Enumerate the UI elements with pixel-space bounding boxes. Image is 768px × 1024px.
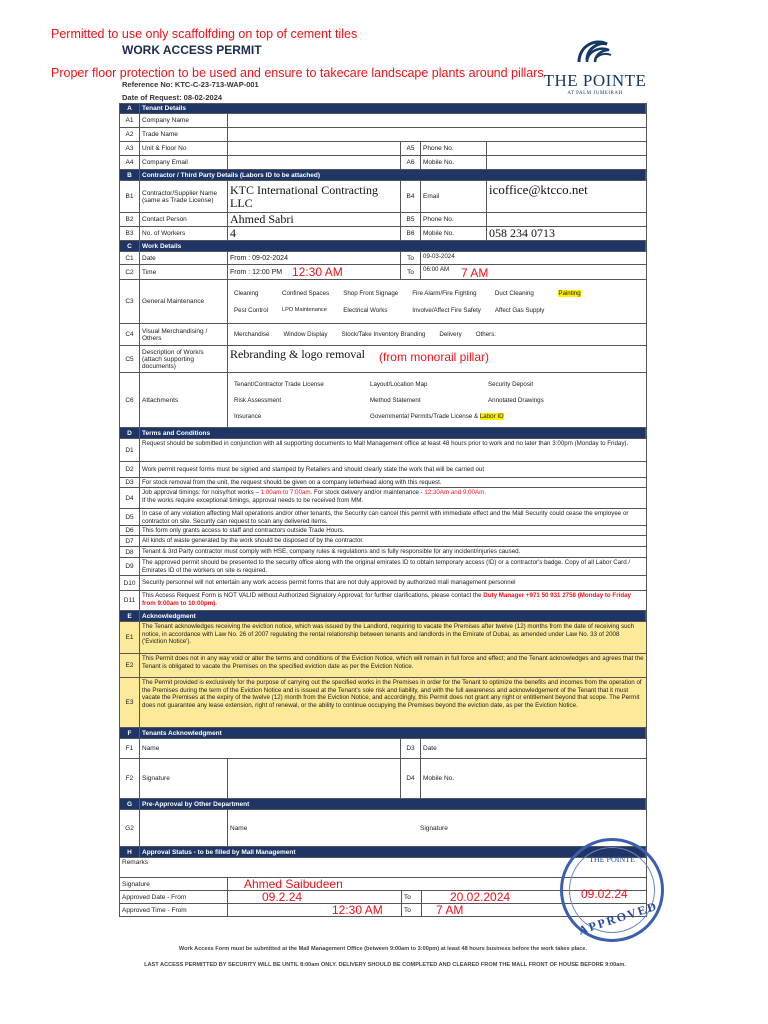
row-b2 [119, 213, 647, 227]
mobile-label: Mobile No. [421, 227, 487, 240]
row-code: C3 [120, 280, 140, 323]
option-lpo-maintenance[interactable]: LPO Maintenance [282, 306, 327, 313]
ack-e3 [119, 678, 647, 728]
general-maintenance-label: General Maintenance [140, 280, 228, 323]
ack-text: This Permit does not in any way void or alter the terms and conditions of the Eviction Notice, which will remain in full force and effect; and the Tenant acknowledges and agrees that the Tenant is obligated to vacate the Premises on the specified eviction date as per the Eviction Notice. [140, 654, 646, 677]
section-c-header [119, 241, 647, 252]
row-code: D3 [401, 739, 421, 758]
row-c4 [119, 324, 647, 346]
term-text: This form only grants access to staff and contractors outside Trade Hours. [142, 527, 345, 534]
stamp-name: THE POINTE [589, 855, 635, 864]
term-d4 [119, 488, 647, 509]
row-code: A2 [120, 128, 140, 141]
row-code: A3 [120, 142, 140, 155]
duty-manager-contact: Duty Manager +971 50 931 2758 (Monday to Friday from 9:00am to 10:00pm). [142, 592, 631, 607]
row-code: C5 [120, 346, 140, 372]
section-code: H [120, 847, 140, 857]
term-d1 [119, 439, 647, 462]
attachment-security-deposit[interactable]: Security Deposit [488, 380, 534, 388]
approved-stamp [560, 838, 664, 942]
unit-floor-field[interactable] [228, 142, 401, 155]
option-confined-spaces[interactable]: Confined Spaces [282, 289, 330, 297]
mobile-label: Mobile No. [421, 156, 487, 169]
reference-number: Reference No: KTC-C-23-713-WAP-001 [122, 80, 259, 89]
row-code: C6 [120, 373, 140, 427]
row-a1 [119, 114, 647, 128]
ack-text: The Permit provided is exclusively for the purpose of carrying out the specified works in the Premises in order for the Tenant to optimize the benefits and incomes from the operation of the Premises during the term of the Eviction Notice and is issued at the Tenant's sole risk and liability, and with the full awareness and acknowledgement of the Tenant that it must vacate the Premises at the expiry of the twelve (12) month from the Eviction Notice, and accordingly, this Permit does not grant any right or entitlement beyond that scope. The Permit does not guarantee any lease extension, right of renewal, or the ability to continue occupying the Premises beyond the eviction date, as per the Eviction Notice. [140, 678, 646, 727]
term-d11 [119, 591, 647, 611]
row-c2 [119, 265, 647, 280]
row-code: E1 [120, 622, 140, 653]
approved-time-label: Approved Time - From [120, 904, 228, 916]
row-code: A1 [120, 114, 140, 127]
attachment-labor-id: Labor ID [479, 412, 504, 420]
option-painting[interactable]: Painting [558, 289, 581, 297]
row-b1 [119, 181, 647, 213]
logo-wordmark: THE POINTE [543, 71, 647, 90]
term-text-a: Job approval timings: for noisy/hot works – [142, 489, 261, 496]
contractor-name-label: Contractor/Supplier Name (same as Trade License) [140, 181, 228, 212]
work-description-label: Description of Work/s (attach supporting documents) [140, 346, 228, 372]
phone-label: Phone No. [421, 142, 487, 155]
term-d7 [119, 536, 647, 547]
row-code: D11 [120, 591, 140, 610]
trade-name-field[interactable] [228, 128, 646, 141]
mobile-field[interactable]: 058 234 0713 [489, 227, 555, 240]
option-electrical-works[interactable]: Electrical Works [343, 306, 388, 314]
row-c5 [119, 346, 647, 373]
row-code: B3 [120, 227, 140, 240]
row-c6 [119, 373, 647, 428]
attachment-insurance[interactable]: Insurance [234, 412, 262, 420]
section-code: C [120, 241, 140, 251]
attachment-trade-license[interactable]: Tenant/Contractor Trade License [234, 380, 324, 388]
option-fire-safety[interactable]: Involve/Affect Fire Safety [412, 306, 481, 314]
company-name-label: Company Name [140, 114, 228, 127]
row-code: G2 [120, 810, 140, 846]
section-d-header [119, 428, 647, 439]
approval-signature-field[interactable]: Ahmed Saibudeen [244, 878, 343, 890]
attachment-risk-assessment[interactable]: Risk Assessment [234, 396, 282, 404]
section-code: B [120, 170, 140, 180]
term-text: Tenant & 3rd Party contractor must comply with HSE, company rules & regulations and is fully responsible for any incident/injuries caused. [142, 548, 521, 555]
term-d9 [119, 558, 647, 576]
time-to-typed: 06:00 AM [423, 266, 450, 273]
row-code: D8 [120, 547, 140, 557]
attachments-label: Attachments [140, 373, 228, 427]
stamp-approved-text: APPROVED [576, 898, 660, 938]
option-fire-alarm[interactable]: Fire Alarm/Fire Fighting [412, 289, 477, 297]
row-code: E2 [120, 654, 140, 677]
section-g-header [119, 799, 647, 810]
attachments-options [228, 373, 646, 427]
ack-e1 [119, 622, 647, 654]
attachment-layout-map[interactable]: Layout/Location Map [370, 380, 428, 388]
time-from-typed: From : 12:00 PM [230, 268, 283, 276]
company-email-field[interactable] [228, 156, 401, 169]
row-code: D4 [120, 488, 140, 508]
approval-signature-label: Signature [120, 878, 228, 890]
section-code: G [120, 799, 140, 809]
term-time-b: 12:30Am and 9:00Am. [424, 489, 486, 496]
time-from-field[interactable] [228, 265, 401, 279]
term-d5 [119, 509, 647, 526]
term-d6 [119, 526, 647, 536]
contact-person-field[interactable]: Ahmed Sabri [228, 213, 401, 226]
approved-date-to-field[interactable]: 20.02.2024 [450, 891, 511, 903]
row-code: D2 [120, 462, 140, 477]
row-code: F2 [120, 759, 140, 798]
option-window-display[interactable]: Window Display [283, 331, 328, 338]
row-f1 [119, 739, 647, 759]
row-g2 [119, 810, 647, 847]
approved-time-to-field[interactable]: 7 AM [436, 904, 464, 916]
section-title: Acknowledgment [140, 611, 646, 621]
tenant-date-field[interactable]: Date [423, 745, 437, 752]
row-b3 [119, 227, 647, 241]
row-code: B5 [401, 213, 421, 226]
option-duct-cleaning[interactable]: Duct Cleaning [494, 289, 534, 297]
tenant-signature-label: Signature [140, 759, 228, 798]
phone-field[interactable] [487, 213, 646, 226]
term-d10 [119, 576, 647, 591]
option-stock-take[interactable]: Stock/Take Inventory Branding [341, 331, 426, 338]
page-title: WORK ACCESS PERMIT [122, 43, 262, 57]
row-c3 [119, 280, 647, 324]
row-c1 [119, 252, 647, 265]
department-field[interactable] [140, 810, 228, 846]
section-code: D [120, 428, 140, 438]
section-code: A [120, 104, 140, 113]
date-from-field[interactable]: From : 09-02-2024 [228, 252, 401, 264]
date-of-request: Date of Request: 08-02-2024 [122, 93, 223, 102]
ack-text: The Tenant acknowledges receiving the eviction notice, which was issued by the Landlord, requiring to vacate the Premises after twelve (12) months from the date of receiving such notice, in accordance with Law No. 26 of 2007 regulating the rental relationship between tenants and landlords in the Emirate of Dubai, as amended under Law No. 33 of 2008 ('Eviction Notice'). [140, 622, 646, 653]
to-label: To [402, 904, 422, 916]
row-code: D10 [120, 576, 140, 590]
company-name-field[interactable] [228, 114, 646, 127]
pre-approval-name-label: Name [230, 824, 248, 832]
section-code: E [120, 611, 140, 621]
term-text: Work permit request forms must be signed and stamped by Retailers and should clearly state the work that will be carried out [142, 465, 485, 473]
row-code: D3 [120, 478, 140, 487]
row-code: C2 [120, 265, 140, 279]
time-to-handwritten: 7 AM [461, 266, 489, 279]
row-code: A4 [120, 156, 140, 169]
contact-person-label: Contact Person [140, 213, 228, 226]
work-description-typed: Rebranding & logo removal [230, 347, 365, 361]
email-label: Email [421, 181, 487, 212]
row-a2 [119, 128, 647, 142]
mobile-field[interactable] [487, 156, 646, 169]
section-a-header [119, 103, 647, 114]
section-title: Tenants Acknowledgment [140, 728, 646, 738]
wave-logo-icon [573, 34, 617, 70]
stamp-date: 09.02.24 [581, 887, 628, 901]
work-description-handwritten: (from monorail pillar) [378, 350, 490, 364]
term-d2 [119, 462, 647, 478]
row-f2 [119, 759, 647, 799]
note-floor-protection: Proper floor protection to be used and ensure to takecare landscape plants around pillars [51, 66, 544, 80]
row-code: D4 [401, 759, 421, 798]
to-label: To [401, 252, 421, 264]
to-label: To [401, 265, 421, 279]
footer-access-note: LAST ACCESS PERMITTED BY SECURITY WILL BE UNTIL 8:00am ONLY. DELIVERY SHOULD BE COMPLETED AND CLEARED FROM THE MALL FRONT OF HOUSE BEFORE 9:00am. [144, 962, 626, 968]
row-a3 [119, 142, 647, 156]
row-code: D9 [120, 558, 140, 575]
section-title: Approval Status - to be filled by Mall Management [140, 847, 646, 857]
time-from-handwritten: 12:30 AM [292, 265, 343, 279]
approved-time-from-field[interactable]: 12:30 AM [228, 904, 402, 916]
note-scaffolding: Permitted to use only scaffolfding on top of cement tiles [51, 27, 358, 41]
term-d8 [119, 547, 647, 558]
row-code: F1 [120, 739, 140, 758]
pre-approval-signature-label: Signature [420, 824, 448, 832]
workers-label: No. of Workers [140, 227, 228, 240]
term-text [140, 591, 646, 610]
section-title: Contractor / Third Party Details (Labors ID to be attached) [140, 170, 646, 180]
section-title: Pre-Approval by Other Department [140, 799, 646, 809]
attachment-permits-labor-id[interactable] [370, 413, 628, 420]
row-code: B2 [120, 213, 140, 226]
term-text-b: For stock delivery and/or maintenance - [312, 489, 425, 496]
email-field[interactable]: icoffice@ktcco.net [489, 182, 588, 197]
row-code: C1 [120, 252, 140, 264]
term-text: All kinds of waste generated by the work should be disposed of by the contractor. [142, 537, 364, 544]
tenant-name-field[interactable]: Name [140, 739, 401, 758]
row-a4 [119, 156, 647, 170]
term-d3 [119, 478, 647, 488]
trade-name-label: Trade Name [140, 128, 228, 141]
row-code: D6 [120, 526, 140, 535]
row-code: E3 [120, 678, 140, 727]
option-others[interactable]: Others: [475, 331, 497, 338]
row-code: B4 [401, 181, 421, 212]
permit-form [119, 103, 647, 917]
option-pest-control[interactable]: Pest Control [234, 306, 269, 314]
row-code: B6 [401, 227, 421, 240]
phone-label: Phone No. [421, 213, 487, 226]
visual-merchandising-options [228, 324, 646, 345]
section-code: F [120, 728, 140, 738]
section-title: Work Details [140, 241, 646, 251]
workers-field[interactable]: 4 [228, 227, 401, 240]
option-delivery[interactable]: Delivery [439, 331, 462, 338]
row-code: A6 [401, 156, 421, 169]
phone-field[interactable] [487, 142, 646, 155]
attachment-permits: Governmental Permits/Trade License & [370, 412, 479, 420]
option-merchandise[interactable]: Merchandise [234, 331, 270, 338]
contractor-name-field[interactable]: KTC International Contracting LLC [228, 181, 401, 212]
work-description-field[interactable] [228, 346, 646, 372]
section-e-header [119, 611, 647, 622]
term-text: Request should be submitted in conjunction with all supporting documents to Mall Management office at least 48 hours prior to work and no later than 3:00pm (Monday to Friday). [142, 440, 629, 447]
option-cleaning[interactable]: Cleaning [234, 289, 259, 297]
ack-e2 [119, 654, 647, 678]
term-time-a: 1:00am to 7:00am. [260, 489, 313, 496]
term-text: Security personnel will not entertain any work access permit forms that are not duly approved by authorized mall management personnel [142, 579, 516, 587]
option-shop-front-signage[interactable]: Shop Front Signage [343, 289, 399, 297]
term-text: In case of any violation affecting Mall operations and/or other tenants, the Security can cancel this permit with immediate effect and the Mall Security could cease the employee or contractor on site. Security can request to scan any delivered items. [142, 510, 629, 525]
company-email-label: Company Email [140, 156, 228, 169]
section-title: Terms and Conditions [140, 428, 646, 438]
term-text: The approved permit should be presented to the security office along with the original emirates ID to obtain temporary access (ID) or a contractor's badge. Copy of all Labor Card / Emirates ID of the workers on site is required. [142, 559, 631, 574]
unit-floor-label: Unit & Floor No [140, 142, 228, 155]
attachment-method-statement[interactable]: Method Statement [370, 396, 421, 404]
section-f-header [119, 728, 647, 739]
date-to-field[interactable]: 09-03-2024 [423, 253, 455, 260]
logo-subtitle: AT PALM JUMEIRAH [567, 91, 623, 96]
approved-date-label: Approved Date - From [120, 891, 228, 903]
visual-merchandising-label: Visual Merchandising / Others [140, 324, 228, 345]
remarks-field[interactable]: Remarks [122, 859, 149, 866]
option-empty [558, 307, 580, 314]
term-text [140, 488, 646, 508]
term-text: For stock removal from the unit, the request should be given on a company letterhead along with this request. [142, 479, 442, 486]
attachment-annotated-drawings[interactable]: Annotated Drawings [488, 396, 544, 404]
row-code: A5 [401, 142, 421, 155]
term-text-main: This Access Request Form is NOT VALID without Authorized Signatory Approval; for further clarifications, please contact the [142, 592, 484, 599]
time-label: Time [140, 265, 228, 279]
option-gas-supply[interactable]: Affect Gas Supply [494, 306, 545, 314]
section-b-header [119, 170, 647, 181]
tenant-signature-field[interactable] [228, 759, 401, 798]
row-code: D5 [120, 509, 140, 525]
row-code: C4 [120, 324, 140, 345]
row-code: D1 [120, 439, 140, 461]
term-text-c: If the works require exceptional timings, approval needs to be received from MM. [142, 496, 364, 504]
tenant-mobile-field[interactable]: Mobile No. [423, 775, 455, 782]
pre-approval-fields [228, 810, 646, 846]
row-code: D7 [120, 536, 140, 546]
general-maintenance-options [228, 280, 646, 323]
section-title: Tenant Details [140, 104, 646, 113]
footer-submission-note: Work Access Form must be submitted at the Mall Management Office (between 9:00am to 3:00pm) at least 48 hours business before the work takes place. [178, 946, 588, 952]
to-label: To [402, 891, 422, 903]
the-pointe-logo [540, 34, 650, 104]
row-code: B1 [120, 181, 140, 212]
approved-date-from-field[interactable]: 09.2.24 [228, 891, 402, 903]
date-label: Date [140, 252, 228, 264]
time-to-field[interactable] [421, 265, 646, 279]
